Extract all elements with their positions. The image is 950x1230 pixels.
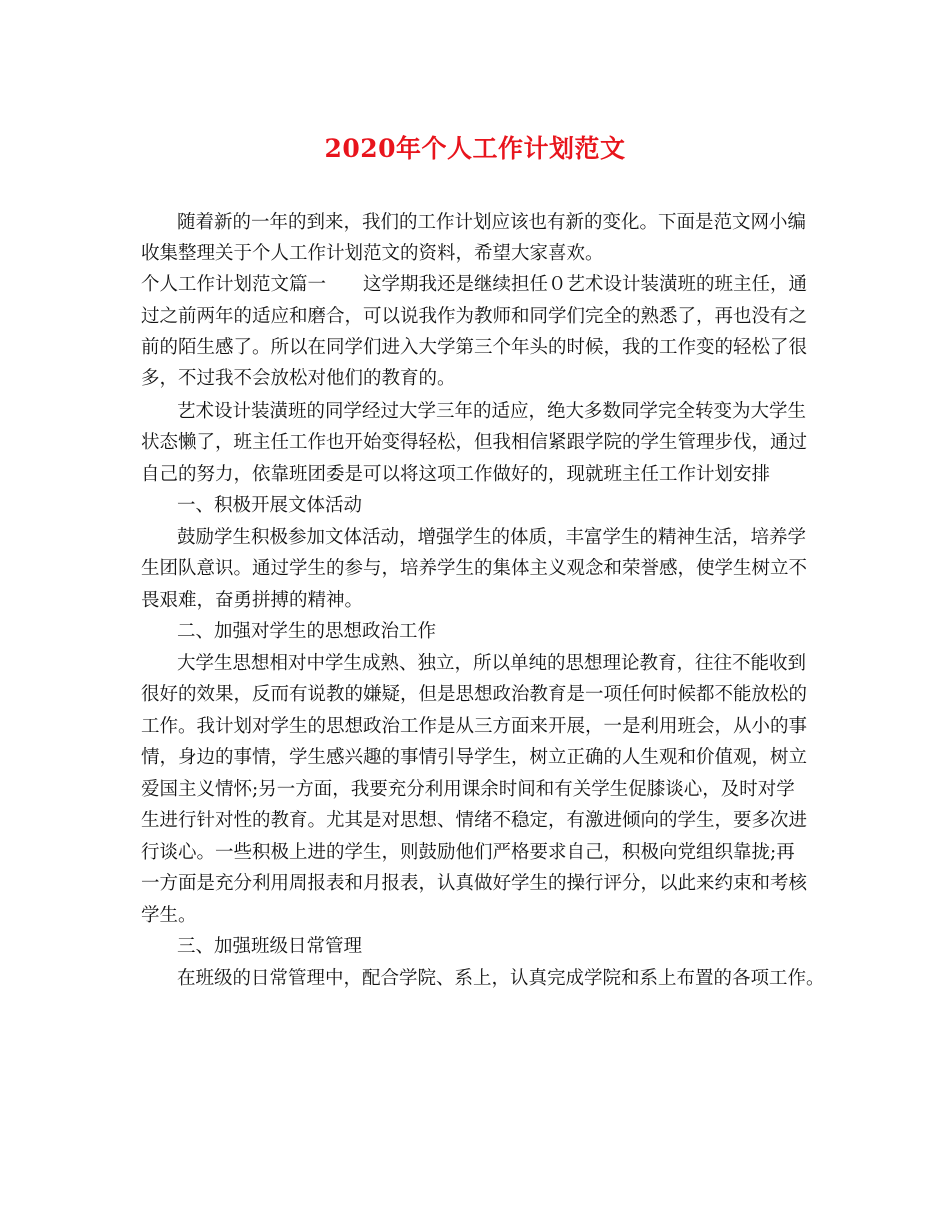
text-line: 学生。 (141, 905, 197, 926)
text-line: 大学生思想相对中学生成熟、独立，所以单纯的思想理论教育，往往不能收到 (177, 653, 807, 674)
text-line: 多，不过我不会放松对他们的教育的。 (141, 368, 456, 389)
text-line: 收集整理关于个人工作计划范文的资料，希望大家喜欢。 (141, 243, 604, 264)
text-line: 生团队意识。通过学生的参与，培养学生的集体主义观念和荣誉感，使学生树立不 (141, 558, 808, 579)
text-line: 行谈心。一些积极上进的学生，则鼓励他们严格要求自己，积极向党组织靠拢;再 (141, 842, 795, 863)
text-line: 在班级的日常管理中，配合学院、系上，认真完成学院和系上布置的各项工作。 (177, 968, 825, 989)
text-line: 情，身边的事情，学生感兴趣的事情引导学生，树立正确的人生观和价值观，树立 (141, 747, 808, 768)
text-line: 工作。我计划对学生的思想政治工作是从三方面来开展，一是利用班会，从小的事 (141, 716, 808, 737)
page-title: 2020年个人工作计划范文 (324, 134, 626, 163)
text-line: 一方面是充分利用周报表和月报表，认真做好学生的操行评分，以此来约束和考核 (141, 873, 808, 894)
text-line: 自己的努力，依靠班团委是可以将这项工作做好的，现就班主任工作计划安排 (141, 464, 771, 485)
text-line: 状态懒了，班主任工作也开始变得轻松，但我相信紧跟学院的学生管理步伐，通过 (141, 432, 808, 453)
text-line: 生进行针对性的教育。尤其是对思想、情绪不稳定，有激进倾向的学生，要多次进 (141, 810, 808, 831)
text-line: 过之前两年的适应和磨合，可以说我作为教师和同学们完全的熟悉了，再也没有之 (141, 306, 808, 327)
section-heading: 一、积极开展文体活动 (177, 495, 363, 516)
section-heading: 三、加强班级日常管理 (177, 936, 363, 957)
text-line: 前的陌生感了。所以在同学们进入大学第三个年头的时候，我的工作变的轻松了很 (141, 337, 808, 358)
text-line: 个人工作计划范文篇一 这学期我还是继续担任０艺术设计装潢班的班主任，通 (141, 274, 808, 295)
section-heading: 二、加强对学生的思想政治工作 (177, 621, 437, 642)
text-line: 鼓励学生积极参加文体活动，增强学生的体质，丰富学生的精神生活，培养学 (177, 527, 807, 548)
text-line: 艺术设计装潢班的同学经过大学三年的适应，绝大多数同学完全转变为大学生 (177, 401, 807, 422)
text-line: 爱国主义情怀;另一方面，我要充分利用课余时间和有关学生促膝谈心，及时对学 (141, 779, 795, 800)
text-line: 很好的效果，反而有说教的嫌疑，但是思想政治教育是一项任何时候都不能放松的 (141, 684, 808, 705)
text-line: 随着新的一年的到来，我们的工作计划应该也有新的变化。下面是范文网小编 (177, 212, 807, 233)
text-line: 畏艰难，奋勇拼搏的精神。 (141, 590, 364, 611)
